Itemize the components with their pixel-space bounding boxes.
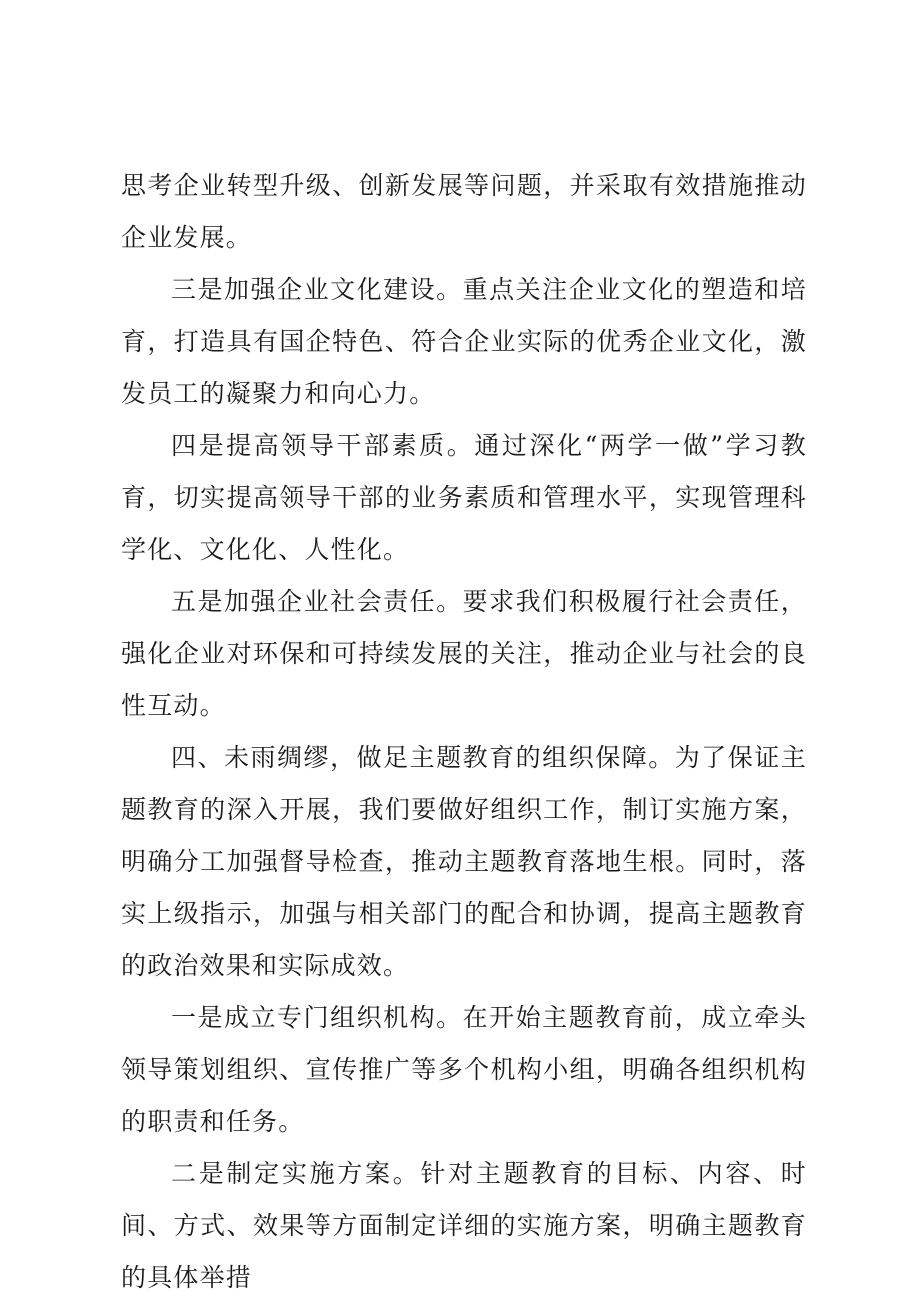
paragraph-social-responsibility: 五是加强企业社会责任。要求我们积极履行社会责任，强化企业对环保和可持续发展的关注，推动企业与社会的良性互动。 (121, 587, 807, 720)
paragraph-leader-quality: 四是提高领导干部素质。通过深化“两学一做”学习教育，切实提高领导干部的业务素质和管理水平，实现管理科学化、文化化、人性化。 (121, 431, 807, 564)
paragraph-organization: 一是成立专门组织机构。在开始主题教育前，成立牵头领导策划组织、宣传推广等多个机构小组，明确各组织机构的职责和任务。 (121, 1003, 807, 1136)
paragraph-continuation: 思考企业转型升级、创新发展等问题，并采取有效措施推动企业发展。 (121, 171, 807, 252)
document-body (121, 160, 807, 1304)
paragraph-section-four-heading: 四、未雨绸缪，做足主题教育的组织保障。为了保证主题教育的深入开展，我们要做好组织工作，制订实施方案，明确分工加强督导检查，推动主题教育落地生根。同时，落实上级指示，加强与相关部门的配合和协调，提高主题教育的政治效果和实际成效。 (121, 743, 807, 980)
paragraph-implementation-plan: 二是制定实施方案。针对主题教育的目标、内容、时间、方式、效果等方面制定详细的实施方案，明确主题教育的具体举措 (121, 1159, 807, 1292)
paragraph-corporate-culture: 三是加强企业文化建设。重点关注企业文化的塑造和培育，打造具有国企特色、符合企业实际的优秀企业文化，激发员工的凝聚力和向心力。 (121, 275, 807, 408)
